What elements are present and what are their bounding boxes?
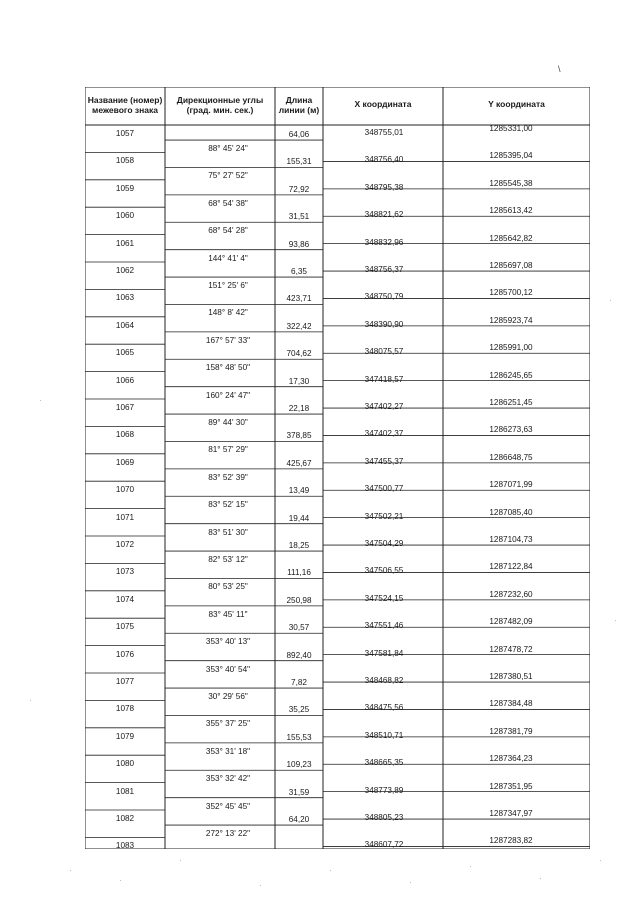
x-coordinate: 348773,89 — [364, 785, 404, 795]
y-coordinate: 1287482,09 — [489, 617, 533, 627]
line-length: 72,92 — [288, 184, 310, 194]
header-length: Длина линии (м) — [278, 95, 320, 115]
point-name: 1083 — [115, 841, 135, 851]
point-name: 1066 — [115, 375, 135, 385]
direction-angle: 167° 57' 33" — [205, 335, 251, 345]
header-x: X координата — [354, 99, 412, 109]
y-coordinate: 1287283,82 — [489, 836, 533, 846]
direction-angle: 68° 54' 28" — [208, 226, 248, 236]
x-coordinate: 348832,96 — [364, 237, 404, 247]
point-name: 1064 — [115, 320, 135, 330]
scan-speck — [410, 882, 411, 883]
x-coordinate: 348756,37 — [364, 265, 404, 275]
x-coordinate: 347524,15 — [364, 593, 404, 603]
line-length: 109,23 — [286, 760, 312, 770]
x-coordinate: 348075,57 — [364, 347, 404, 357]
point-name: 1063 — [115, 293, 135, 303]
x-coordinate: 347551,46 — [364, 621, 404, 631]
x-coordinate: 348607,72 — [364, 840, 404, 850]
x-coordinate: 348510,71 — [364, 730, 404, 740]
point-name: 1080 — [115, 759, 135, 769]
line-length: 378,85 — [286, 431, 312, 441]
y-coordinate: 1287384,48 — [489, 699, 533, 709]
point-name: 1073 — [115, 567, 135, 577]
point-name: 1069 — [115, 457, 135, 467]
y-coordinate: 1287071,99 — [489, 480, 533, 490]
x-coordinate: 347402,37 — [364, 429, 404, 439]
line-length: 31,51 — [288, 212, 310, 222]
line-length: 7,82 — [291, 678, 307, 688]
x-coordinate: 348750,79 — [364, 292, 404, 302]
point-name: 1081 — [115, 786, 135, 796]
y-coordinate: 1285331,00 — [489, 124, 533, 134]
y-coordinate: 1285697,08 — [489, 261, 533, 271]
line-length: 22,18 — [288, 404, 310, 414]
line-length: 18,25 — [288, 541, 310, 551]
direction-angle: 353° 40' 13" — [205, 637, 251, 647]
point-name: 1074 — [115, 594, 135, 604]
direction-angle: 353° 32' 42" — [205, 774, 251, 784]
line-length: 93,86 — [288, 239, 310, 249]
y-coordinate: 1286245,65 — [489, 370, 533, 380]
direction-angle: 83° 45' 11" — [208, 609, 248, 619]
y-coordinate: 1287232,60 — [489, 589, 533, 599]
scan-speck — [30, 700, 31, 701]
x-coordinate: 348821,62 — [364, 210, 404, 220]
line-length: 250,98 — [286, 595, 312, 605]
y-coordinate: 1287381,79 — [489, 726, 533, 736]
direction-angle: 158° 48' 50" — [205, 363, 251, 373]
direction-angle: 272° 13' 22" — [205, 829, 251, 839]
y-coordinate: 1286273,63 — [489, 425, 533, 435]
direction-angle: 151° 25' 6" — [208, 281, 248, 291]
point-name: 1072 — [115, 540, 135, 549]
x-coordinate: 348805,23 — [364, 813, 404, 823]
x-coordinate: 347581,84 — [364, 648, 404, 658]
direction-angle: 30° 29' 56" — [208, 692, 248, 702]
line-length: 31,59 — [288, 787, 310, 797]
header-y: Y координата — [488, 99, 545, 109]
scan-speck — [180, 860, 181, 861]
point-name: 1065 — [115, 348, 135, 358]
scan-speck — [470, 866, 471, 867]
direction-angle: 83° 52' 15" — [208, 500, 248, 510]
line-length: 322,42 — [286, 321, 312, 331]
x-coordinate: 348755,01 — [364, 128, 404, 138]
scan-speck — [540, 878, 541, 879]
y-coordinate: 1287347,97 — [489, 809, 533, 819]
scan-speck — [260, 885, 261, 886]
x-coordinate: 348795,38 — [364, 182, 404, 192]
y-coordinate: 1285545,38 — [489, 178, 533, 188]
y-coordinate: 1285395,04 — [489, 151, 533, 161]
y-coordinate: 1286251,45 — [489, 398, 533, 408]
scan-speck — [40, 400, 41, 401]
line-length: 6,35 — [291, 267, 307, 277]
direction-angle: 353° 40' 54" — [205, 664, 251, 674]
direction-angle: 80° 53' 25" — [208, 582, 248, 592]
point-name: 1057 — [115, 129, 135, 138]
y-coordinate: 1287478,72 — [489, 644, 533, 654]
line-length: 64,20 — [288, 815, 310, 825]
point-name: 1059 — [115, 183, 135, 193]
direction-angle: 89° 44' 30" — [208, 418, 248, 428]
direction-angle: 88° 45' 24" — [208, 144, 248, 154]
point-name: 1058 — [115, 156, 135, 166]
point-name: 1082 — [115, 814, 135, 823]
point-name: 1067 — [115, 403, 135, 412]
y-coordinate: 1286648,75 — [489, 452, 533, 462]
x-coordinate: 347500,77 — [364, 484, 404, 494]
x-coordinate: 348475,56 — [364, 703, 404, 713]
line-length: 425,67 — [286, 458, 312, 468]
x-coordinate: 347506,55 — [364, 566, 404, 576]
point-name: 1062 — [115, 266, 135, 275]
direction-angle: 83° 51' 30" — [208, 527, 248, 537]
x-coordinate: 348756,40 — [364, 155, 404, 165]
line-length: 13,49 — [288, 486, 310, 496]
y-coordinate: 1285991,00 — [489, 343, 533, 353]
direction-angle: 81° 57' 29" — [208, 445, 248, 455]
boundary-coordinates-table — [85, 87, 590, 849]
point-name: 1079 — [115, 731, 135, 741]
x-coordinate: 347402,27 — [364, 402, 404, 412]
scan-speck — [600, 860, 601, 861]
direction-angle: 68° 54' 38" — [208, 198, 248, 208]
y-coordinate: 1285923,74 — [489, 315, 533, 325]
header-name: Название (номер) межевого знака — [87, 95, 163, 115]
y-coordinate: 1287085,40 — [489, 507, 533, 517]
x-coordinate: 347502,21 — [364, 511, 404, 521]
direction-angle: 144° 41' 4" — [208, 253, 248, 263]
point-name: 1077 — [115, 677, 135, 686]
line-length: 155,31 — [286, 157, 312, 167]
point-name: 1075 — [115, 622, 135, 632]
y-coordinate: 1285700,12 — [489, 288, 533, 298]
y-coordinate: 1287104,73 — [489, 535, 533, 545]
x-coordinate: 347455,37 — [364, 456, 404, 466]
direction-angle: 352° 45' 45" — [205, 801, 251, 811]
x-coordinate: 347418,57 — [364, 374, 404, 384]
line-length: 30,57 — [288, 623, 310, 633]
point-name: 1076 — [115, 649, 135, 659]
x-coordinate: 347504,29 — [364, 539, 404, 549]
y-coordinate: 1287380,51 — [489, 672, 533, 682]
point-name: 1061 — [115, 238, 135, 248]
y-coordinate: 1285613,42 — [489, 206, 533, 216]
direction-angle: 83° 52' 39" — [208, 472, 248, 482]
scan-speck — [610, 300, 611, 301]
y-coordinate: 1287364,23 — [489, 754, 533, 764]
direction-angle: 353° 31' 18" — [205, 746, 251, 756]
scan-mark: \ — [558, 64, 561, 74]
scan-speck — [615, 620, 616, 621]
line-length: 35,25 — [288, 705, 310, 715]
line-length: 64,06 — [288, 130, 310, 140]
scan-speck — [330, 870, 331, 871]
y-coordinate: 1285642,82 — [489, 233, 533, 243]
point-name: 1068 — [115, 430, 135, 440]
direction-angle: 82° 53' 12" — [208, 555, 248, 565]
scan-speck — [70, 870, 71, 871]
x-coordinate: 348390,90 — [364, 319, 404, 329]
point-name: 1070 — [115, 485, 135, 495]
line-length: 17,30 — [288, 376, 310, 386]
line-length: 155,53 — [286, 732, 312, 742]
line-length: 892,40 — [286, 650, 312, 660]
direction-angle: 148° 8' 42" — [208, 308, 248, 318]
point-name: 1078 — [115, 704, 135, 714]
line-length: 19,44 — [288, 513, 310, 523]
scan-speck — [120, 880, 121, 881]
x-coordinate: 348665,35 — [364, 758, 404, 768]
line-length: 423,71 — [286, 294, 312, 304]
point-name: 1071 — [115, 512, 135, 522]
point-name: 1060 — [115, 211, 135, 221]
direction-angle: 160° 24' 47" — [205, 390, 251, 400]
direction-angle: 75° 27' 52" — [208, 171, 248, 181]
y-coordinate: 1287351,95 — [489, 781, 533, 791]
line-length: 111,16 — [287, 568, 311, 578]
header-angles: Дирекционные углы (град. мин. сек.) — [176, 95, 264, 115]
x-coordinate: 348468,82 — [364, 676, 404, 686]
direction-angle: 355° 37' 25" — [205, 719, 251, 729]
y-coordinate: 1287122,84 — [489, 562, 533, 572]
line-length: 704,62 — [286, 349, 312, 359]
